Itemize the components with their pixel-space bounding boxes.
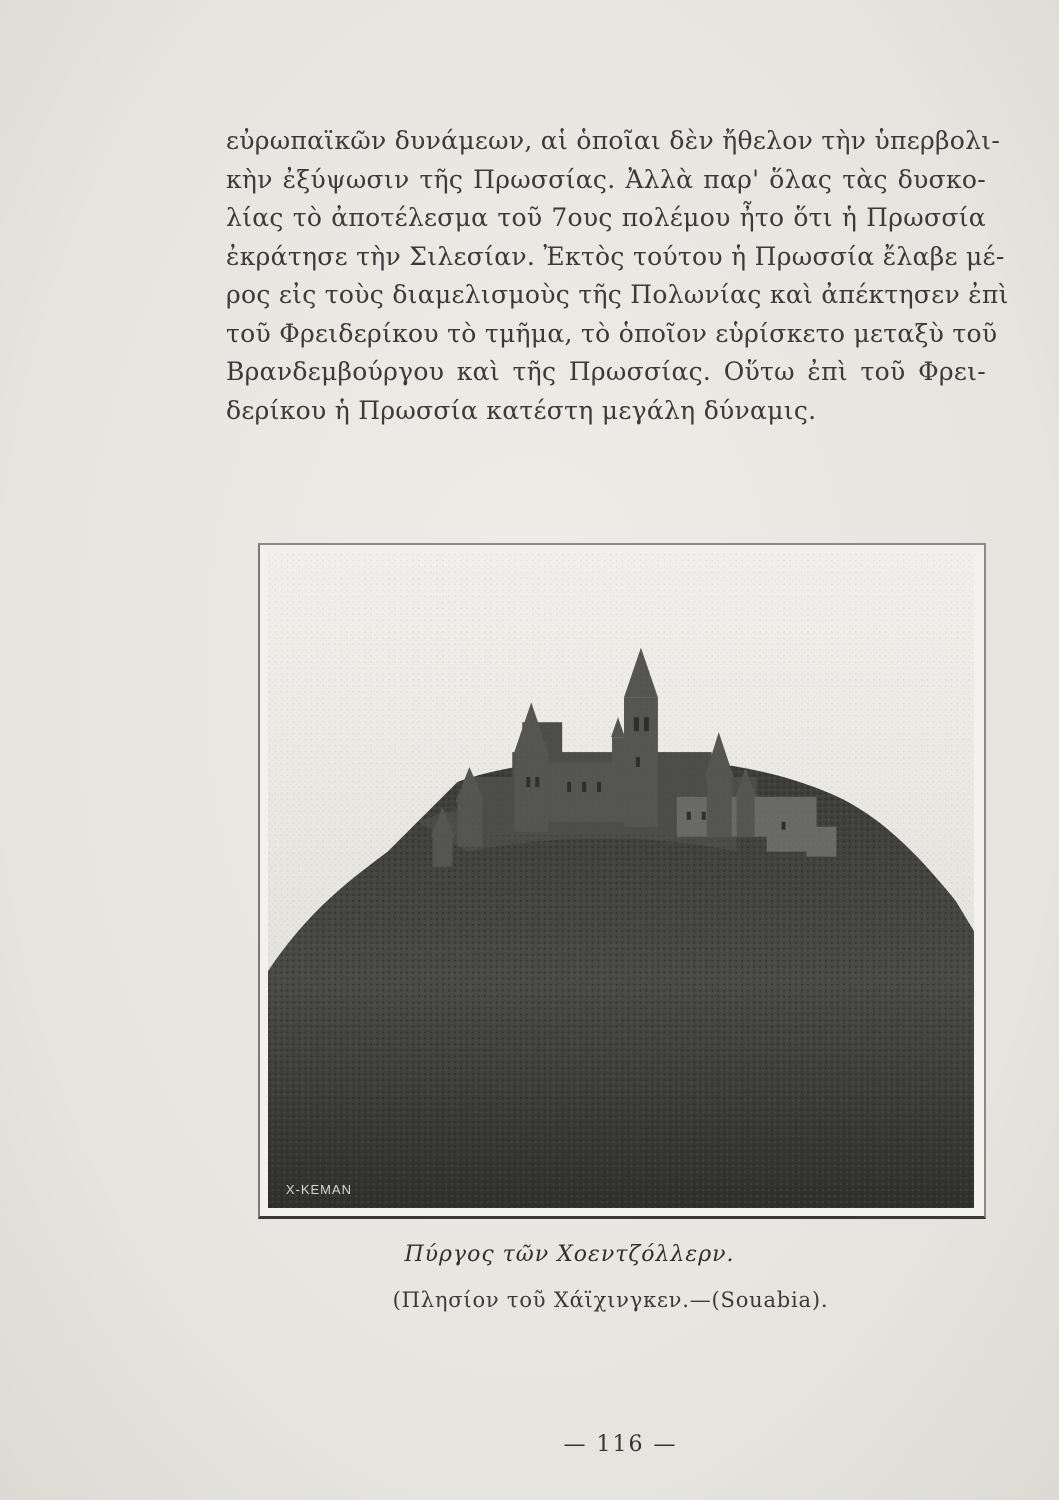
text-line: δερίκου ἡ Πρωσσία κατέστη μεγάλη δύναμις. [226, 395, 817, 425]
text-line: ἐκράτησε τὴν Σιλεσίαν. Ἐκτὸς τούτου ἡ Πρωσσία ἔλαβε μέ- [226, 241, 1005, 271]
photo-credit: X-KEMAN [285, 1182, 352, 1198]
text-line: τοῦ Φρειδερίκου τὸ τμῆμα, τὸ ὁποῖον εὑρίσκετο μεταξὺ τοῦ [226, 318, 998, 348]
text-line: ρος εἰς τοὺς διαμελισμοὺς τῆς Πολωνίας καὶ ἀπέκτησεν ἐπὶ [226, 280, 1009, 309]
body-paragraph [226, 122, 1009, 430]
text-line: κὴν ἐξύψωσιν τῆς Πρωσσίας. Ἀλλὰ παρ' ὅλας τὰς δυσκο- [226, 164, 986, 194]
text-line: λίας τὸ ἀποτέλεσμα τοῦ 7ους πολέμου ἦτο ὅτι ἡ Πρωσσία [226, 203, 986, 232]
castle-photograph [258, 543, 986, 1219]
figure-caption-title: Πύργος τῶν Χοεντζόλλερν. [404, 1242, 735, 1267]
figure-caption-subtitle: (Πλησίον τοῦ Χάϊχινγκεν.—(Souabia). [392, 1288, 829, 1312]
text-line: εὐρωπαϊκῶν δυνάμεων, αἱ ὁποῖαι δὲν ἤθελον τὴν ὑπερβολι- [226, 126, 1001, 155]
text-line: Βρανδεμβούργου καὶ τῆς Πρωσσίας. Οὕτω ἐπὶ τοῦ Φρει- [226, 357, 986, 386]
castle-illustration [268, 553, 974, 1208]
page-number: — 116 — [563, 1432, 678, 1457]
